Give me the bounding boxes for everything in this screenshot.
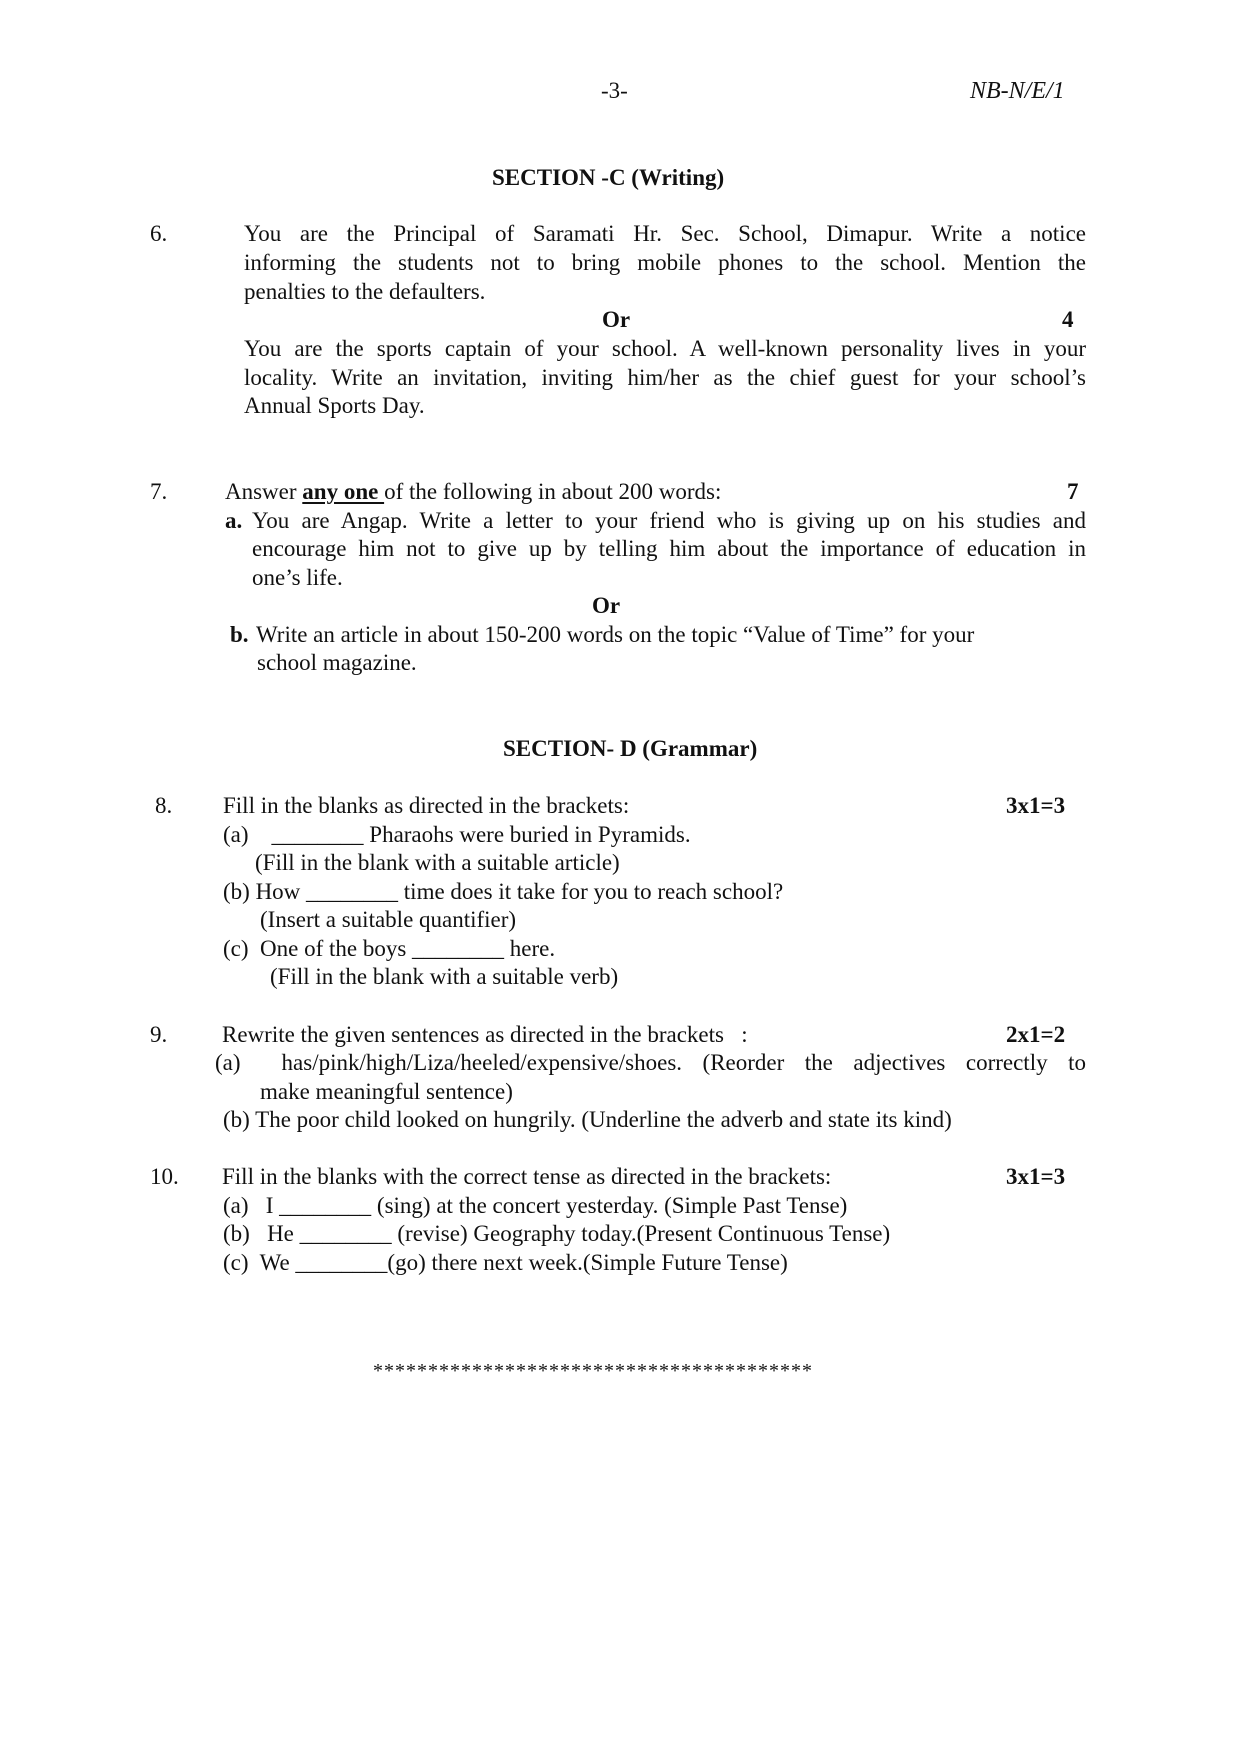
question-text-line: one’s life. bbox=[252, 565, 343, 590]
question-intro: Fill in the blanks with the correct tense as directed in the brackets: bbox=[222, 1164, 832, 1189]
question-text-line: school magazine. bbox=[257, 650, 417, 675]
sub-question: (c) We ________(go) there next week.(Simple Future Tense) bbox=[223, 1250, 788, 1275]
sub-question: (b) He ________ (revise) Geography today.(Present Continuous Tense) bbox=[223, 1221, 891, 1246]
sub-question: (a) has/pink/high/Liza/heeled/expensive/shoes. (Reorder the adjectives correctly to bbox=[215, 1050, 1086, 1075]
marks: 7 bbox=[1067, 479, 1079, 504]
sub-question: (a) ________ Pharaohs were buried in Pyramids. bbox=[223, 822, 691, 847]
option-label: b. bbox=[230, 622, 249, 647]
section-d-title: SECTION- D (Grammar) bbox=[503, 736, 758, 761]
marks: 4 bbox=[1062, 307, 1074, 332]
question-text-line: informing the students not to bring mobile phones to the school. Mention the bbox=[244, 250, 1086, 275]
marks: 2x1=2 bbox=[1006, 1022, 1066, 1047]
paper-code: NB-N/E/1 bbox=[970, 78, 1065, 104]
page-number: -3- bbox=[601, 78, 628, 103]
instruction-note: (Fill in the blank with a suitable verb) bbox=[270, 964, 619, 989]
instruction-note: (Fill in the blank with a suitable article) bbox=[255, 850, 620, 875]
sub-question: (b) How ________ time does it take for you to reach school? bbox=[223, 879, 784, 904]
question-text-line: You are the Principal of Saramati Hr. Sec. School, Dimapur. Write a notice bbox=[244, 221, 1086, 246]
or-separator: Or bbox=[602, 307, 631, 332]
question-text-line: penalties to the defaulters. bbox=[244, 279, 486, 304]
section-c-title: SECTION -C (Writing) bbox=[492, 165, 725, 190]
sub-question: (a) I ________ (sing) at the concert yesterday. (Simple Past Tense) bbox=[223, 1193, 848, 1218]
or-separator: Or bbox=[592, 593, 621, 618]
option-label: a. bbox=[225, 508, 243, 533]
instruction-note: (Insert a suitable quantifier) bbox=[260, 907, 517, 932]
end-of-paper-stars: **************************************** bbox=[373, 1360, 813, 1382]
question-number: 10. bbox=[150, 1164, 179, 1189]
question-intro: Fill in the blanks as directed in the brackets: bbox=[223, 793, 630, 818]
question-text-line: locality. Write an invitation, inviting him/her as the chief guest for your school’s bbox=[244, 365, 1086, 390]
question-text-line: Write an article in about 150-200 words on the topic “Value of Time” for your bbox=[256, 622, 975, 647]
question-number: 6. bbox=[150, 221, 168, 246]
question-text-line: You are Angap. Write a letter to your friend who is giving up on his studies and bbox=[252, 508, 1086, 533]
question-intro: Rewrite the given sentences as directed in the brackets : bbox=[222, 1022, 748, 1047]
question-text-line: encourage him not to give up by telling him about the importance of education in bbox=[252, 536, 1086, 561]
intro-text: of the following in about 200 words: bbox=[384, 479, 722, 504]
sub-question: (b) The poor child looked on hungrily. (Underline the adverb and state its kind) bbox=[223, 1107, 952, 1132]
marks: 3x1=3 bbox=[1006, 793, 1066, 818]
question-text-line: You are the sports captain of your school. A well-known personality lives in your bbox=[244, 336, 1086, 361]
question-intro bbox=[225, 479, 721, 505]
question-number: 9. bbox=[150, 1022, 168, 1047]
sub-question: (c) One of the boys ________ here. bbox=[223, 936, 556, 961]
marks: 3x1=3 bbox=[1006, 1164, 1066, 1189]
sub-question-continued: make meaningful sentence) bbox=[260, 1079, 513, 1104]
question-text-line: Annual Sports Day. bbox=[244, 393, 425, 418]
question-number: 7. bbox=[150, 479, 168, 504]
emphasis-any-one: any one bbox=[302, 479, 385, 504]
intro-text: Answer bbox=[225, 479, 303, 504]
question-number: 8. bbox=[155, 793, 173, 818]
